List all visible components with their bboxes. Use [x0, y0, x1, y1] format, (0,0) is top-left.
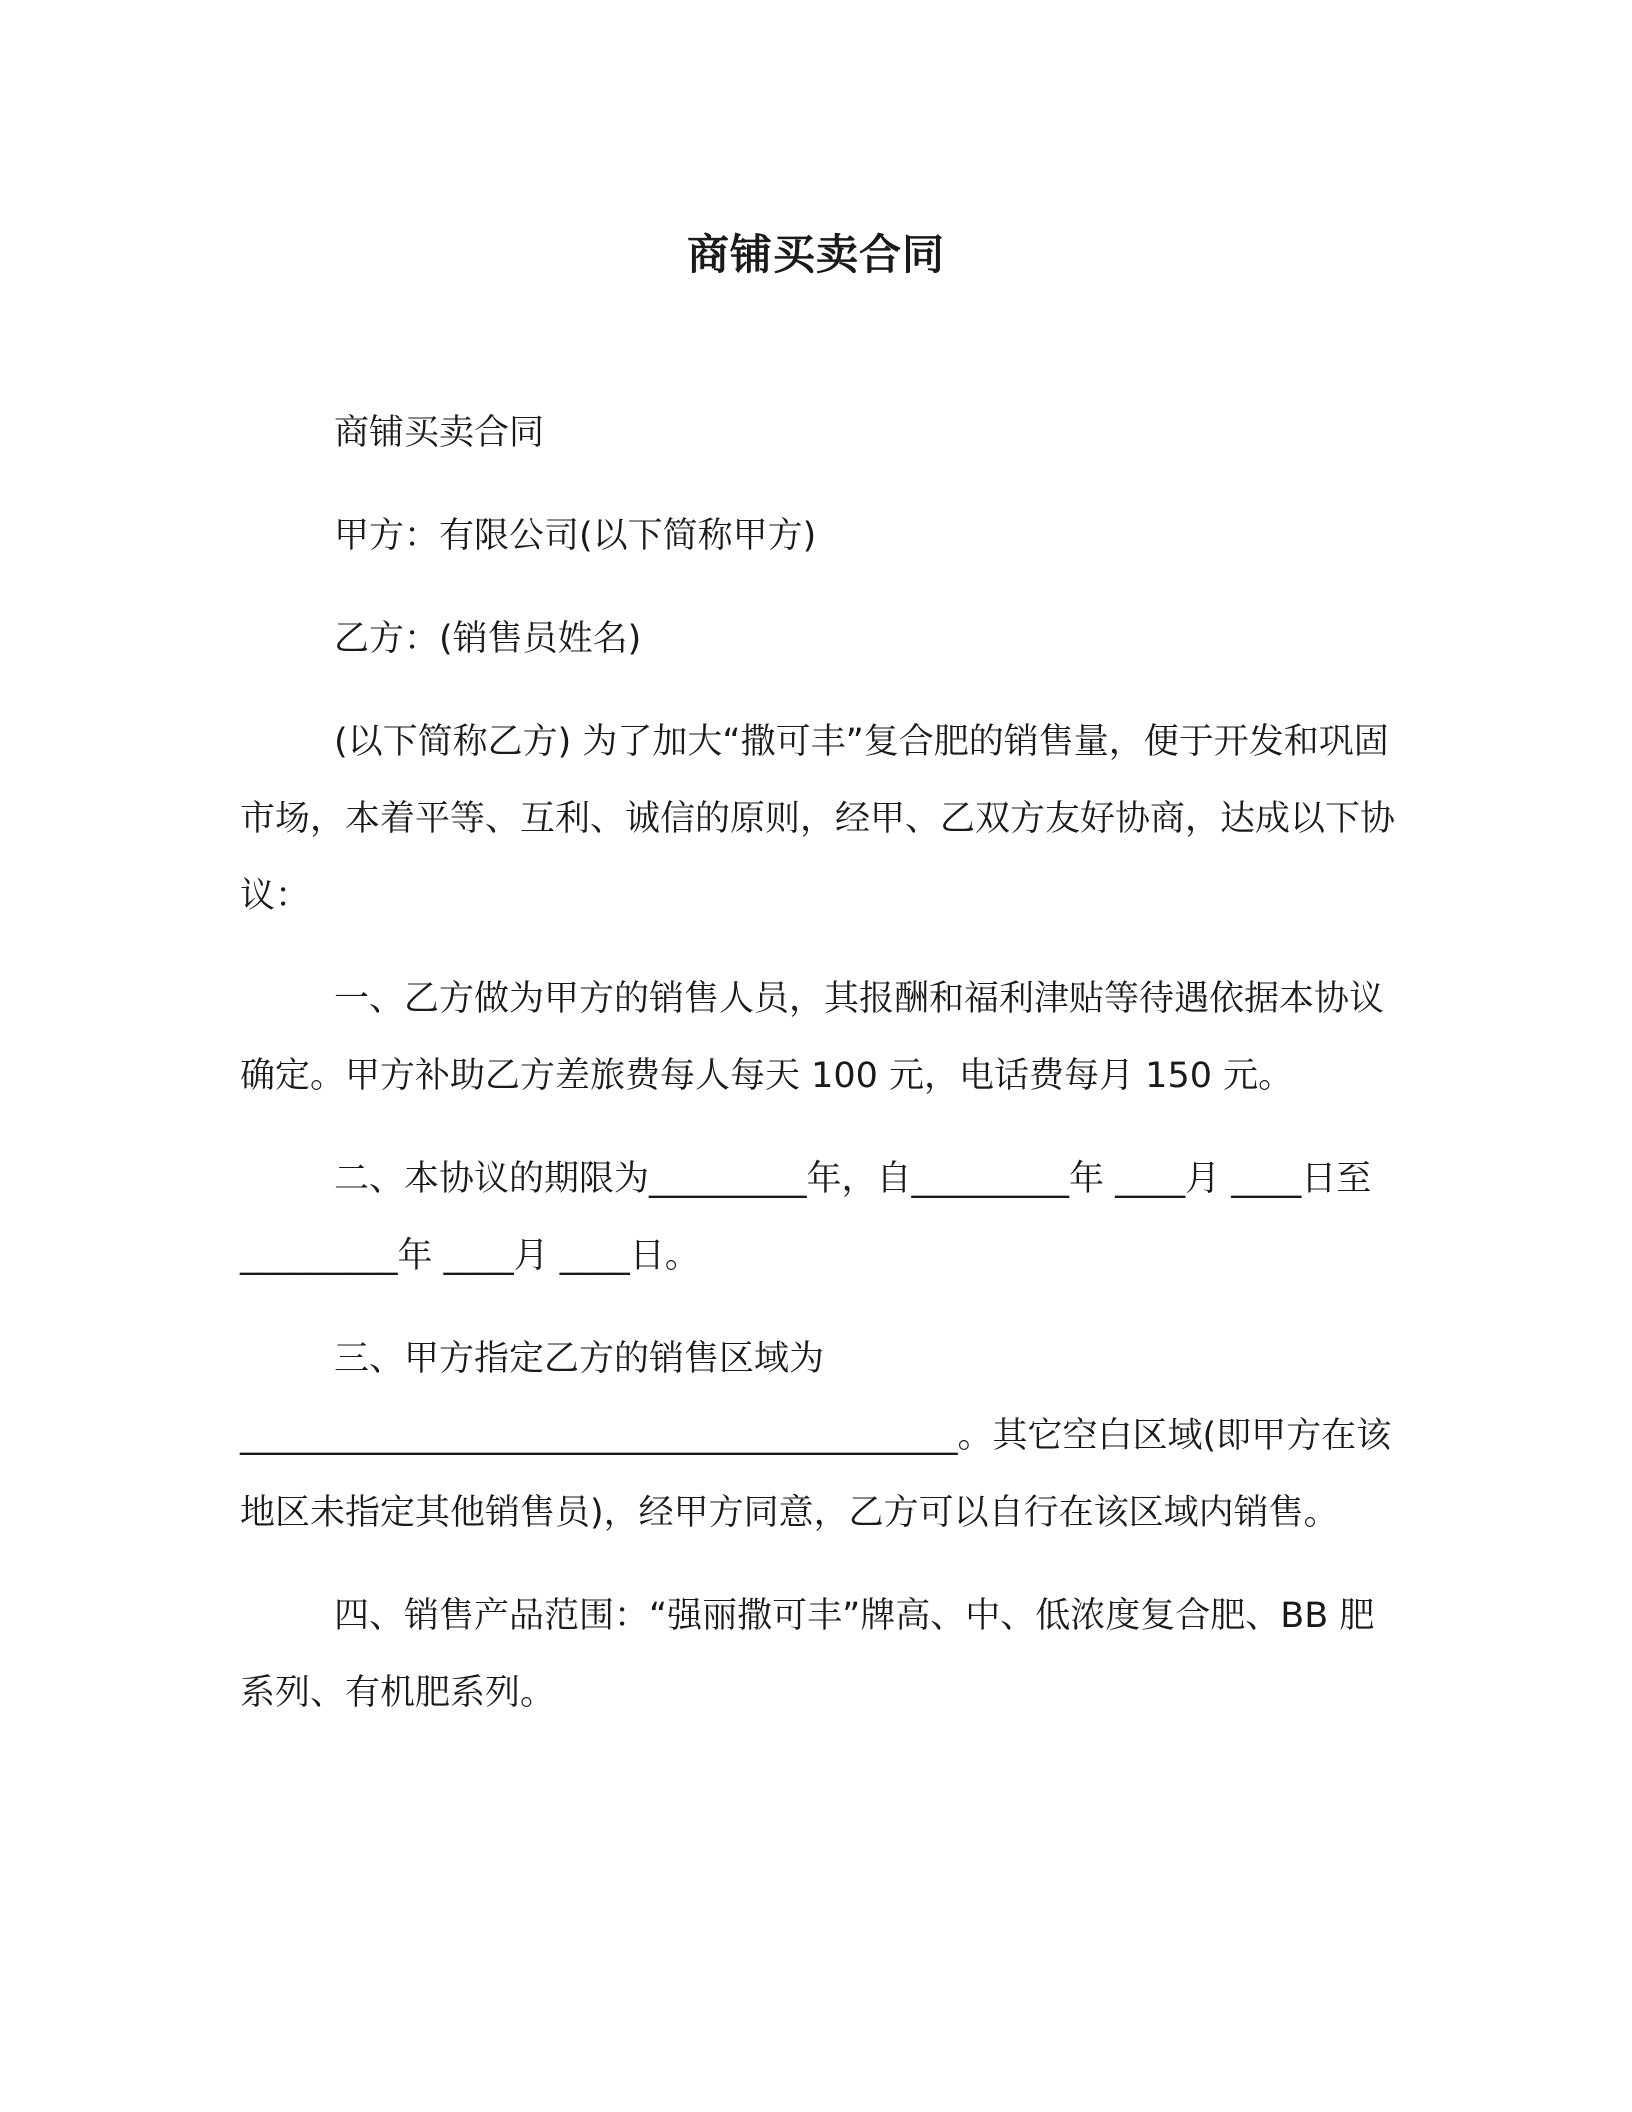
paragraph-clause-3: 三、甲方指定乙方的销售区域为_________________________________________。其它空白区域(即甲方在该地区未指定其他销售员)，经甲方同意，乙方可以自行在该区域内销售。 [240, 1339, 1392, 1533]
paragraph-clause-4: 四、销售产品范围：“强丽撒可丰”牌高、中、低浓度复合肥、BB 肥系列、有机肥系列。 [240, 1596, 1375, 1713]
paragraph-heading: 商铺买卖合同 [334, 413, 545, 453]
document-title: 商铺买卖合同 [686, 230, 945, 279]
paragraph-clause-2: 二、本协议的期限为_________年，自_________年 ____月 ____日至_________年 ____月 ____日。 [240, 1159, 1372, 1276]
paragraph-party-b: 乙方：(销售员姓名) [334, 619, 642, 659]
paragraph-clause-1: 一、乙方做为甲方的销售人员，其报酬和福利津贴等待遇依据本协议确定。甲方补助乙方差旅费每人每天 100 元，电话费每月 150 元。 [240, 979, 1385, 1096]
paragraph-preamble: (以下简称乙方) 为了加大“撒可丰”复合肥的销售量，便于开发和巩固市场，本着平等、互利、诚信的原则，经甲、乙双方友好协商，达成以下协议： [240, 722, 1396, 916]
document-body [240, 395, 1400, 1758]
paragraph-party-a: 甲方：有限公司(以下简称甲方) [334, 516, 817, 556]
